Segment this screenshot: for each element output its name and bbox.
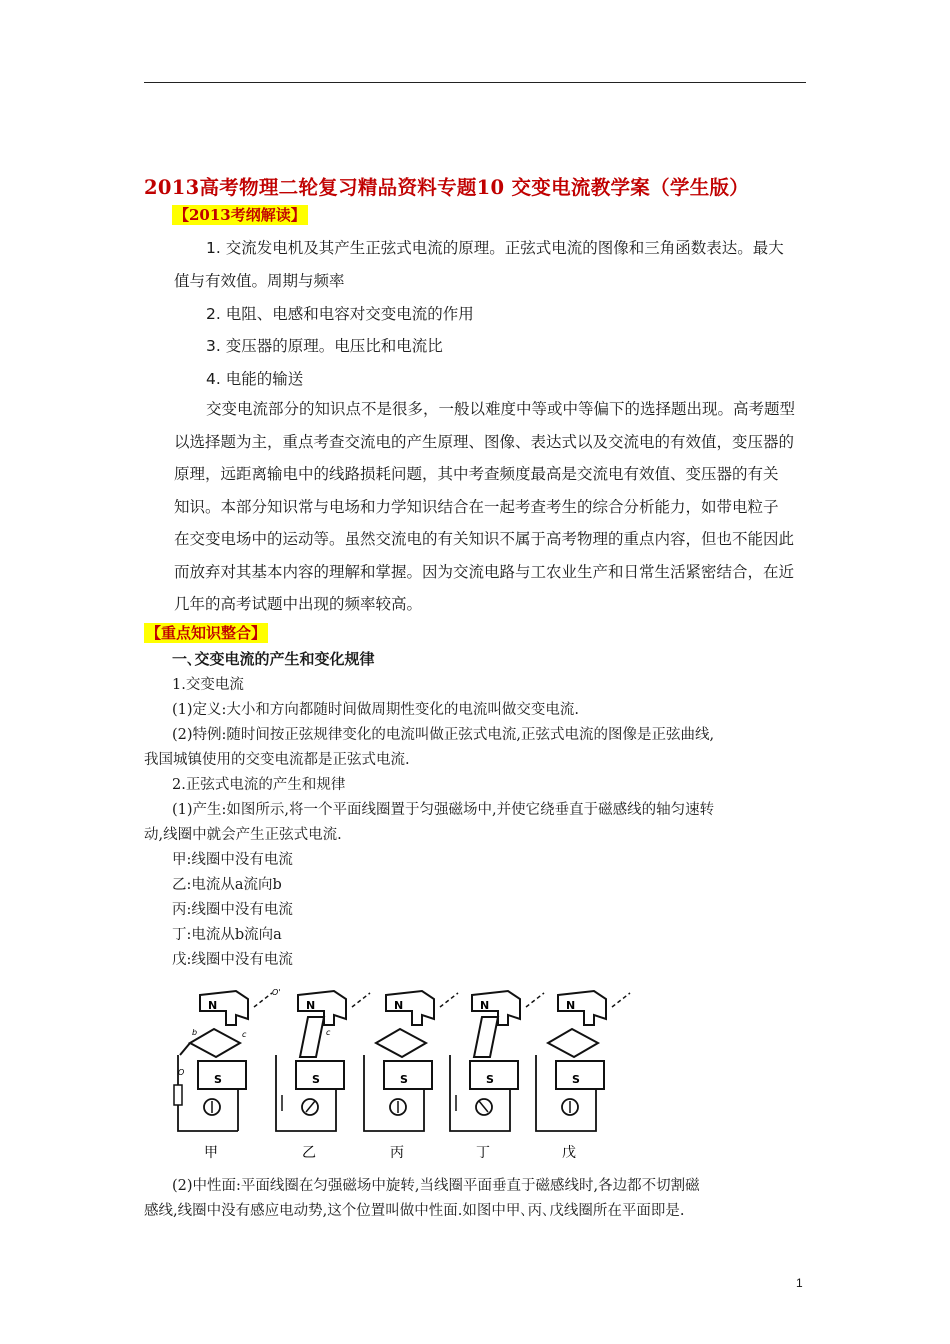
corner-label: b <box>192 1028 198 1037</box>
text-line: (2)特例:随时间按正弦规律变化的电流叫做正弦式电流,正弦式电流的图像是正弦曲线, <box>172 727 715 743</box>
figure-label-wu: 戊 <box>562 1145 576 1161</box>
analysis-line: 知识。本部分知识常与电场和力学知识结合在一起考查考生的综合分析能力，如带电粒子 <box>174 497 779 516</box>
section-tag-outline: 【2013考纲解读】 <box>174 206 306 224</box>
state-line: 丙:线圈中没有电流 <box>172 902 293 918</box>
page-title: 2013高考物理二轮复习精品资料专题10 交变电流教学案（学生版） <box>144 176 750 199</box>
generator-diagram-bing <box>364 991 458 1161</box>
text-line: (1)产生:如图所示,将一个平面线圈置于匀强磁场中,并使它绕垂直于磁感线的轴匀速转 <box>172 802 715 818</box>
analysis-line: 以选择题为主，重点考查交流电的产生原理、图像、表达式以及交流电的有效值，变压器的 <box>174 432 795 451</box>
figure-label-yi: 乙 <box>302 1145 316 1161</box>
magnet-north-label: N <box>480 999 490 1012</box>
magnet-north-label: N <box>566 999 576 1012</box>
magnet-south-label: S <box>214 1073 222 1086</box>
state-line: 乙:电流从a流向b <box>172 877 282 893</box>
state-line: 甲:线圈中没有电流 <box>172 852 293 868</box>
text-line: 感线,线圈中没有感应电动势,这个位置叫做中性面.如图中甲､丙､戊线圈所在平面即是. <box>144 1203 685 1219</box>
generator-figure <box>168 985 648 1165</box>
text-line: (2)中性面:平面线圈在匀强磁场中旋转,当线圈平面垂直于磁感线时,各边都不切割磁 <box>172 1178 700 1194</box>
generator-diagram-ding <box>450 991 544 1161</box>
page-number: 1 <box>796 1276 803 1290</box>
text-line: 1.交变电流 <box>172 677 244 693</box>
magnet-south-label: S <box>486 1073 494 1086</box>
text-line: 动,线圈中就会产生正弦式电流. <box>144 827 342 843</box>
section-tag-knowledge: 【重点知识整合】 <box>146 624 267 642</box>
section-heading: 一､交变电流的产生和变化规律 <box>172 650 375 668</box>
outline-item-4: 4. 电能的输送 <box>206 370 304 388</box>
outline-item-1-line-1: 1. 交流发电机及其产生正弦式电流的原理。正弦式电流的图像和三角函数表达。最大 <box>206 239 784 257</box>
corner-label: c <box>326 1028 331 1037</box>
magnet-south-label: S <box>312 1073 320 1086</box>
corner-label: c <box>242 1030 247 1039</box>
figure-label-ding: 丁 <box>476 1145 490 1161</box>
figure-label-jia: 甲 <box>204 1145 218 1161</box>
text-line: (1)定义:大小和方向都随时间做周期性变化的电流叫做交变电流. <box>172 702 580 718</box>
outline-item-1-line-2: 值与有效值。周期与频率 <box>174 272 345 290</box>
magnet-north-label: N <box>306 999 316 1012</box>
analysis-paragraph <box>174 393 838 621</box>
magnet-north-label: N <box>394 999 404 1012</box>
generator-diagram-jia <box>174 988 281 1161</box>
outline-item-3: 3. 变压器的原理。电压比和电流比 <box>206 337 443 355</box>
axis-label-low: O <box>178 1068 185 1077</box>
magnet-south-label: S <box>400 1073 408 1086</box>
state-line: 戊:线圈中没有电流 <box>172 952 293 968</box>
magnet-south-label: S <box>572 1073 580 1086</box>
analysis-line: 几年的高考试题中出现的频率较高。 <box>174 595 423 613</box>
analysis-line: 交变电流部分的知识点不是很多，一般以难度中等或中等偏下的选择题出现。高考题型 <box>206 400 796 418</box>
figure-label-bing: 丙 <box>390 1145 404 1161</box>
outline-item-2: 2. 电阻、电感和电容对交变电流的作用 <box>206 305 474 323</box>
generator-diagram-yi <box>276 991 370 1161</box>
analysis-line: 在交变电场中的运动等。虽然交流电的有关知识不属于高考物理的重点内容，但也不能因此 <box>174 530 795 548</box>
text-line: 我国城镇使用的交变电流都是正弦式电流. <box>144 752 410 768</box>
header-rule <box>144 82 806 83</box>
axis-label: O' <box>272 988 281 997</box>
magnet-north-label: N <box>208 999 218 1012</box>
analysis-line: 而放弃对其基本内容的理解和掌握。因为交流电路与工农业生产和日常生活紧密结合，在近 <box>174 562 795 581</box>
analysis-line: 原理，远距离输电中的线路损耗问题，其中考查频度最高是交流电有效值、变压器的有关 <box>174 465 779 483</box>
text-line: 2.正弦式电流的产生和规律 <box>172 777 346 793</box>
state-line: 丁:电流从b流向a <box>172 927 282 943</box>
generator-diagram-wu <box>536 991 630 1161</box>
